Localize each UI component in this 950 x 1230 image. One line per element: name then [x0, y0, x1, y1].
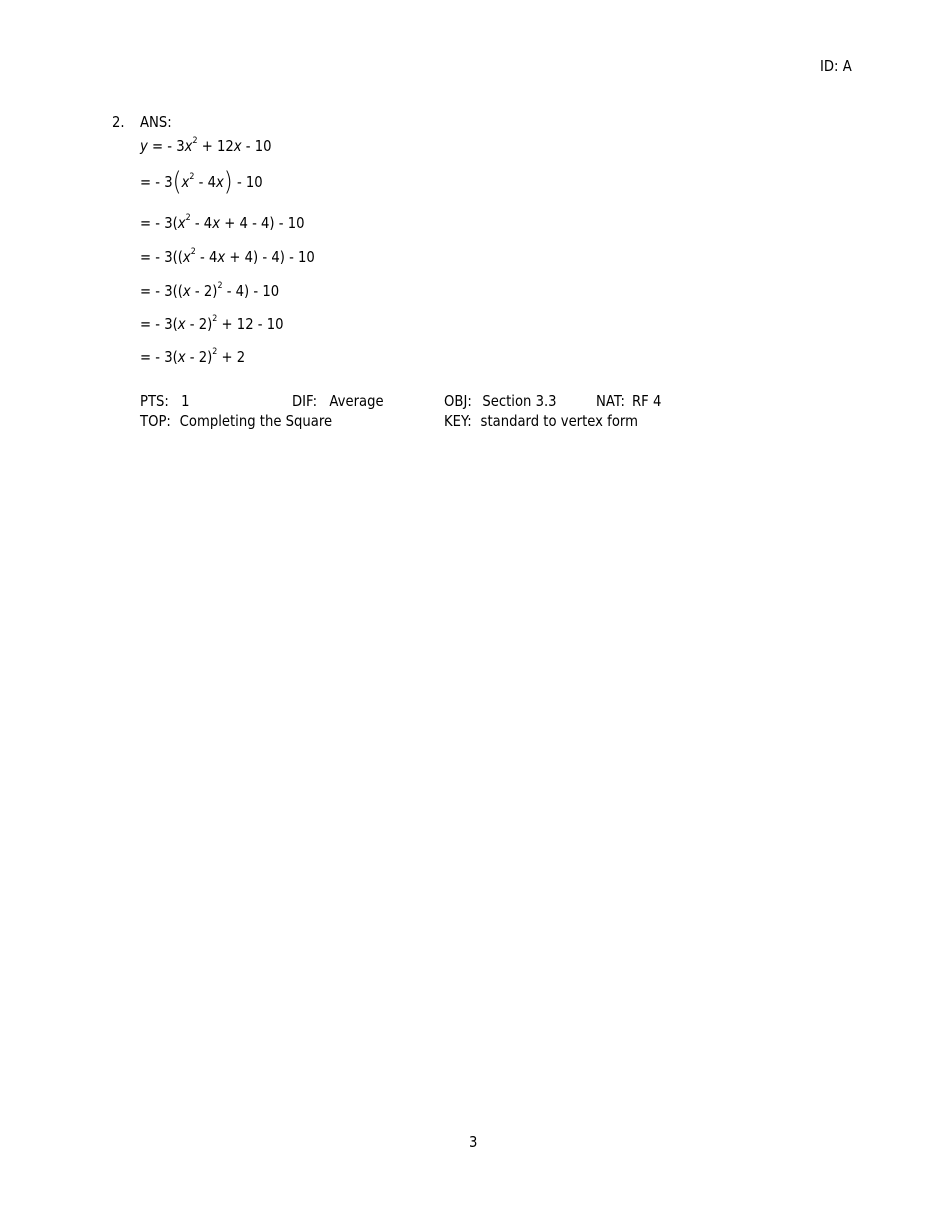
solution-step-4: = - $3((x^2 - 4x + 4) - 4) - 10$: [140, 247, 315, 266]
page-number: 3: [469, 1133, 478, 1151]
document-id: ID: A: [820, 57, 852, 75]
solution-step-2: = - $3(x^2 - 4x) - 10$: [140, 167, 263, 197]
meta-dif: DIF: Average: [292, 392, 384, 410]
solution-step-1: y = - $3x^2 + 12x - 10$: [140, 136, 272, 155]
solution-step-7: = - 3(x - 2)$^2$ + 2: [140, 347, 246, 366]
solution-step-5: = - 3((x - 2)$^2$ - 4) - 10: [140, 281, 280, 300]
meta-nat: NAT: RF 4: [596, 392, 662, 410]
meta-pts: PTS: 1: [140, 392, 190, 410]
solution-step-3: = - $3(x^2 - 4x + 4 - 4) - 10$: [140, 213, 305, 232]
meta-key: KEY: standard to vertex form: [444, 412, 638, 430]
solution-step-6: = - 3(x - 2)$^2$ + 12 - 10: [140, 314, 284, 333]
question-number: 2.: [112, 113, 125, 131]
meta-topic: TOP: Completing the Square: [140, 412, 333, 430]
meta-obj: OBJ: Section 3.3: [444, 392, 557, 410]
answer-label: ANS:: [140, 113, 172, 131]
